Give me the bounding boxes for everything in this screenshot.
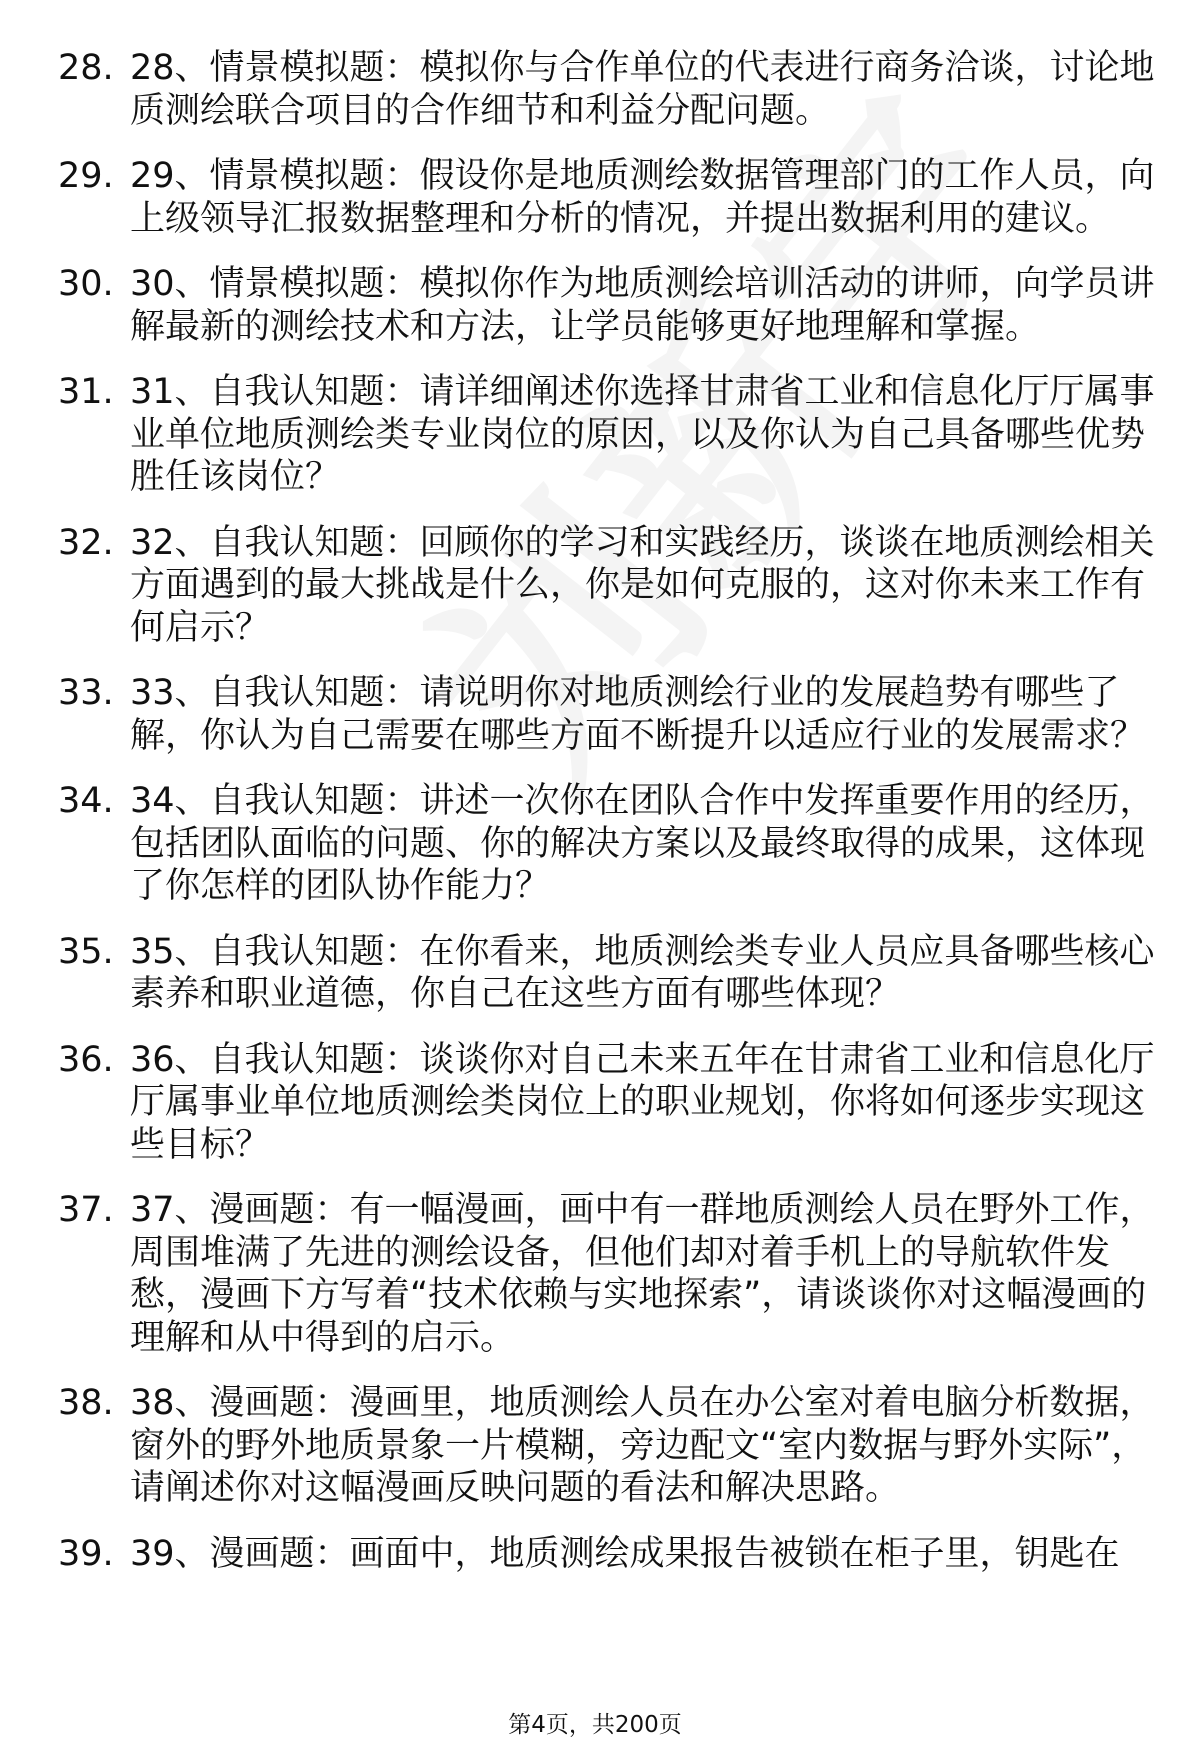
question-number: 29. xyxy=(58,156,114,196)
question-item xyxy=(0,1382,1190,1510)
question-number: 39. xyxy=(58,1533,114,1574)
question-item xyxy=(0,263,1190,348)
question-item xyxy=(0,780,1190,908)
question-list xyxy=(0,47,1190,1575)
question-text: 36、自我认知题：谈谈你对自己未来五年在甘肃省工业和信息化厅厅属事业单位地质测绘类岗位上的职业规划，你将如何逐步实现这些目标？ xyxy=(130,1039,1155,1165)
question-number: 32. xyxy=(58,522,114,563)
question-text: 28、情景模拟题：模拟你与合作单位的代表进行商务洽谈，讨论地质测绘联合项目的合作细节和利益分配问题。 xyxy=(130,48,1155,131)
question-number: 35. xyxy=(58,931,114,972)
question-number: 34. xyxy=(58,781,114,821)
question-item xyxy=(0,1189,1190,1359)
question-number: 30. xyxy=(58,264,114,304)
question-number: 38. xyxy=(58,1383,114,1423)
question-text: 34、自我认知题：讲述一次你在团队合作中发挥重要作用的经历，包括团队面临的问题、你的解决方案以及最终取得的成果，这体现了你怎样的团队协作能力？ xyxy=(130,781,1155,906)
question-item xyxy=(0,522,1190,650)
question-number: 28. xyxy=(58,48,114,88)
question-text: 35、自我认知题：在你看来，地质测绘类专业人员应具备哪些核心素养和职业道德，你自己在这些方面有哪些体现？ xyxy=(130,931,1155,1014)
page-footer: 第4页，共200页 xyxy=(508,1712,682,1738)
question-number: 33. xyxy=(58,673,114,713)
question-number: 37. xyxy=(58,1190,114,1230)
question-item xyxy=(0,1039,1190,1167)
question-text: 29、情景模拟题：假设你是地质测绘数据管理部门的工作人员，向上级领导汇报数据整理和分析的情况，并提出数据利用的建议。 xyxy=(130,156,1155,239)
question-text: 31、自我认知题：请详细阐述你选择甘肃省工业和信息化厅厅属事业单位地质测绘类专业岗位的原因，以及你认为自己具备哪些优势胜任该岗位？ xyxy=(130,372,1155,497)
question-item xyxy=(0,47,1190,132)
question-text: 30、情景模拟题：模拟你作为地质测绘培训活动的讲师，向学员讲解最新的测绘技术和方法，让学员能够更好地理解和掌握。 xyxy=(130,264,1155,347)
question-text: 39、漫画题：画面中，地质测绘成果报告被锁在柜子里，钥匙在 xyxy=(130,1533,1120,1574)
question-item xyxy=(0,1533,1190,1576)
question-item xyxy=(0,931,1190,1016)
question-item xyxy=(0,371,1190,499)
question-item xyxy=(0,155,1190,240)
question-text: 33、自我认知题：请说明你对地质测绘行业的发展趋势有哪些了解，你认为自己需要在哪些方面不断提升以适应行业的发展需求？ xyxy=(130,673,1146,756)
question-text: 38、漫画题：漫画里，地质测绘人员在办公室对着电脑分析数据，窗外的野外地质景象一片模糊，旁边配文“室内数据与野外实际”，请阐述你对这幅漫画反映问题的看法和解决思路。 xyxy=(130,1383,1155,1508)
question-text: 37、漫画题：有一幅漫画，画中有一群地质测绘人员在野外工作，周围堆满了先进的测绘设备，但他们却对着手机上的导航软件发愁，漫画下方写着“技术依赖与实地探索”，请谈谈你对这幅漫画的理解和从中得到的启示。 xyxy=(130,1190,1155,1358)
question-text: 32、自我认知题：回顾你的学习和实践经历，谈谈在地质测绘相关方面遇到的最大挑战是什么，你是如何克服的，这对你未来工作有何启示？ xyxy=(130,522,1155,648)
question-item xyxy=(0,672,1190,757)
question-number: 31. xyxy=(58,372,114,412)
question-number: 36. xyxy=(58,1039,114,1080)
